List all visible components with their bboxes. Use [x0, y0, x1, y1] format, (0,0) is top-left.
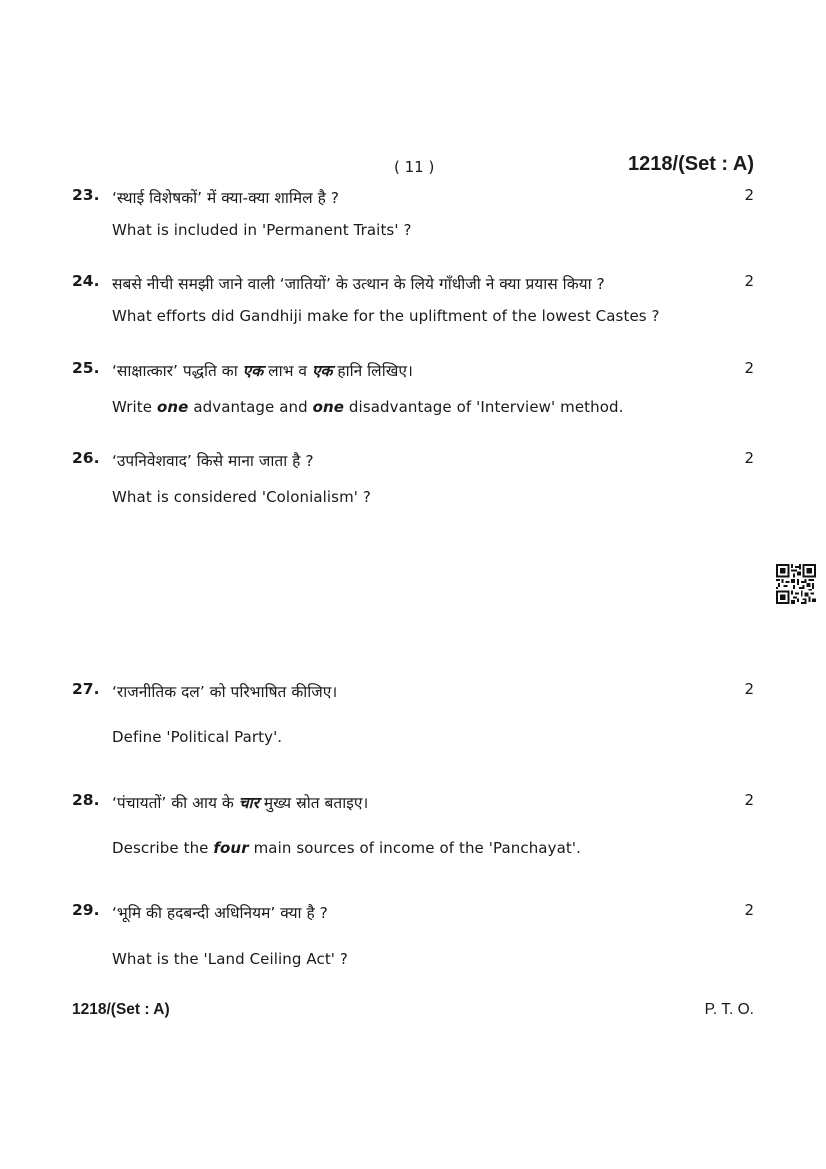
- set-code-header: 1218/(Set : A): [628, 153, 754, 175]
- question-number: 27.: [72, 680, 100, 698]
- question-text-english: Write one advantage and one disadvantage of 'Interview' method.: [112, 398, 624, 416]
- emphasis-word: एक: [242, 362, 264, 380]
- emphasis-word: one: [312, 398, 345, 416]
- question-text-english: Describe the four main sources of income of the 'Panchayat'.: [112, 839, 581, 857]
- emphasis-word: four: [213, 839, 249, 857]
- question-text-hindi: ‘राजनीतिक दल’ को परिभाषित कीजिए।: [112, 683, 338, 701]
- question-text-english: What is considered 'Colonialism' ?: [112, 488, 371, 506]
- page-number: ( 11 ): [394, 158, 435, 176]
- question-marks: 2: [744, 359, 754, 377]
- question-text-hindi: ‘भूमि की हदबन्दी अधिनियम’ क्या है ?: [112, 904, 328, 922]
- question-text-hindi: ‘स्थाई विशेषकों’ में क्या-क्या शामिल है ?: [112, 189, 339, 207]
- emphasis-word: चार: [238, 794, 259, 812]
- set-code-footer: 1218/(Set : A): [72, 1001, 170, 1018]
- question-text-english: Define 'Political Party'.: [112, 728, 283, 746]
- question-number: 26.: [72, 449, 100, 467]
- emphasis-word: one: [156, 398, 189, 416]
- question-text-hindi: सबसे नीची समझी जाने वाली ‘जातियों’ के उत्थान के लिये गाँधीजी ने क्या प्रयास किया ?: [112, 275, 605, 293]
- question-text-hindi: ‘पंचायतों’ की आय के चार मुख्य स्रोत बताइए।: [112, 794, 369, 812]
- pto-label: P. T. O.: [704, 1001, 754, 1018]
- question-number: 24.: [72, 272, 100, 290]
- question-number: 25.: [72, 359, 100, 377]
- question-text-english: What is included in 'Permanent Traits' ?: [112, 221, 412, 239]
- question-number: 29.: [72, 901, 100, 919]
- qr-code-icon: [776, 564, 816, 604]
- question-text-english: What is the 'Land Ceiling Act' ?: [112, 950, 348, 968]
- emphasis-word: एक: [311, 362, 333, 380]
- question-text-hindi: ‘उपनिवेशवाद’ किसे माना जाता है ?: [112, 452, 314, 470]
- question-marks: 2: [744, 680, 754, 698]
- question-text-hindi: ‘साक्षात्कार’ पद्धति का एक लाभ व एक हानि लिखिए।: [112, 362, 413, 380]
- question-text-english: What efforts did Gandhiji make for the upliftment of the lowest Castes ?: [112, 307, 660, 325]
- question-marks: 2: [744, 901, 754, 919]
- question-marks: 2: [744, 791, 754, 809]
- question-marks: 2: [744, 272, 754, 290]
- question-marks: 2: [744, 186, 754, 204]
- question-marks: 2: [744, 449, 754, 467]
- question-number: 23.: [72, 186, 100, 204]
- question-number: 28.: [72, 791, 100, 809]
